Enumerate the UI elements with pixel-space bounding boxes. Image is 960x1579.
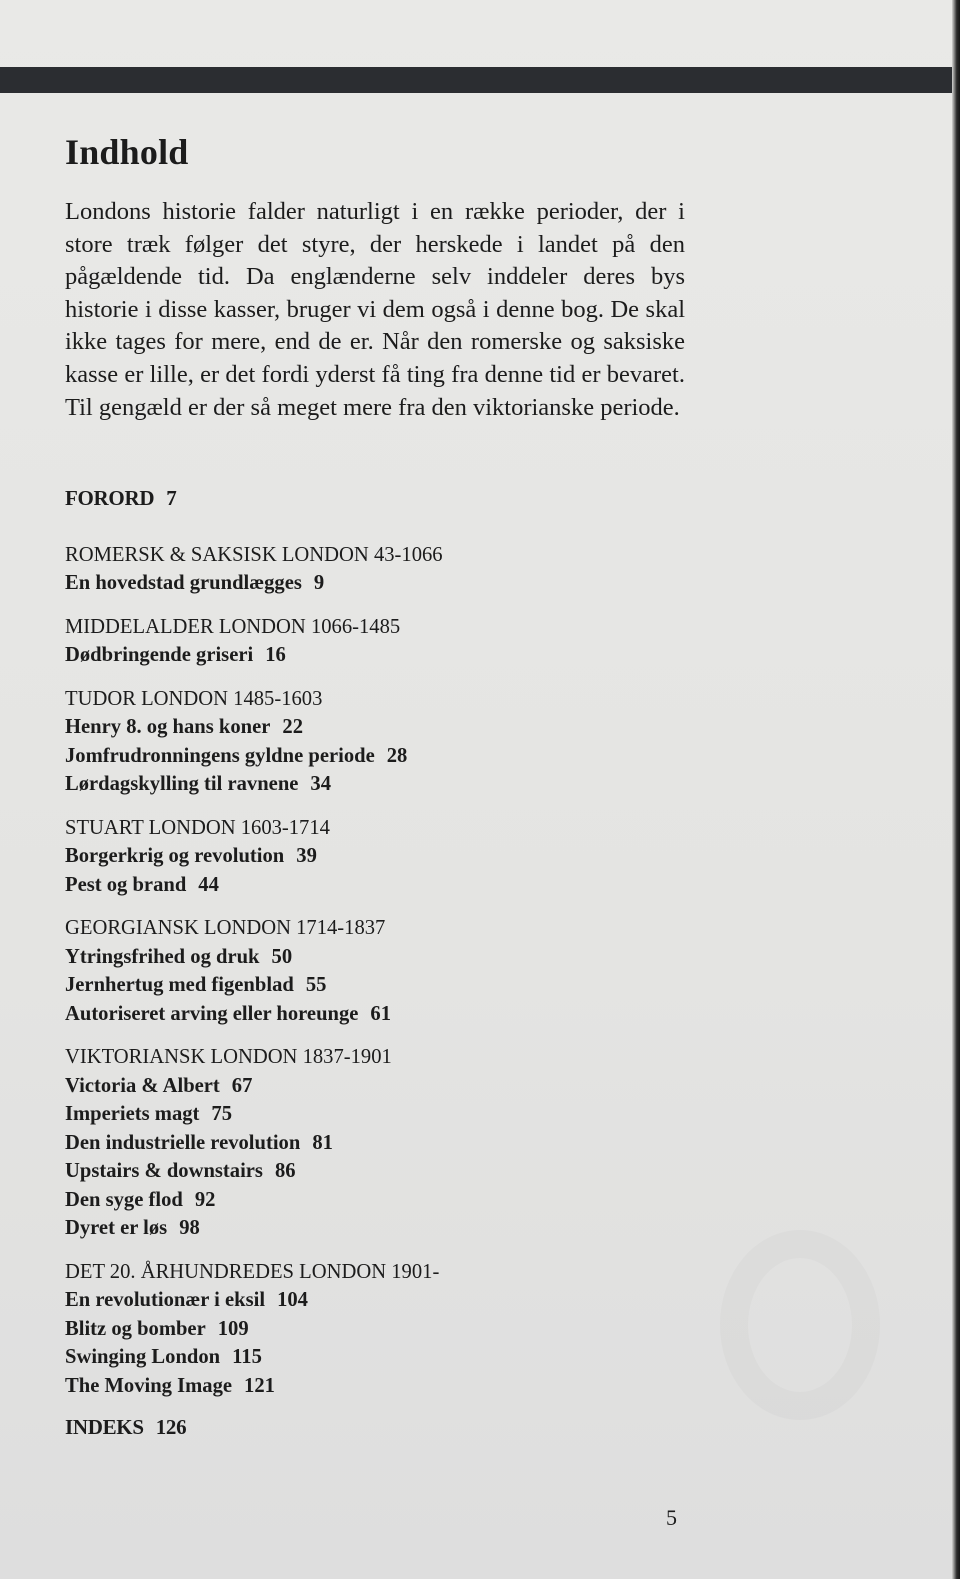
toc-entry-label: Den industrielle revolution [65, 1131, 301, 1154]
toc-entry [65, 770, 685, 799]
toc-entry [65, 1186, 685, 1215]
toc-entry-label: Autoriseret arving eller horeunge [65, 1002, 359, 1025]
toc-entry-label: Blitz og bomber [65, 1317, 206, 1340]
toc-entry [65, 1286, 685, 1315]
toc-entry-label: Imperiets magt [65, 1103, 200, 1125]
toc-entry-page: 22 [282, 716, 303, 738]
page-number: 5 [666, 1505, 677, 1530]
toc-entry-label: Dødbringende griseri [65, 644, 254, 666]
toc-entry-label: En revolutionær i eksil [65, 1289, 266, 1311]
toc-entry [65, 1100, 685, 1129]
toc-entry-label: Ytringsfrihed og druk [65, 945, 260, 968]
intro-paragraph: Londons historie falder naturligt i en række perioder, der i store træk følger det styre, der herskede i landet på den pågældende tid. Da englænderne selv inddeler deres bys historie i disse kasser, bruger vi dem også i denne bog. De skal ikke tages for mere, end de er. Når den romerske og saksiske kasse er lille, er det fordi yderst få ting fra denne tid er bevaret. Til gengæld er der så meget mere fra den viktorianske periode. [65, 198, 685, 421]
toc-entry [65, 971, 685, 1000]
toc-entry [65, 943, 685, 972]
toc-entry-page: 44 [198, 873, 219, 896]
toc-entry [65, 742, 685, 771]
toc-section-heading: TUDOR LONDON 1485-1603 [65, 687, 323, 710]
toc-entry-label: Victoria & Albert [65, 1074, 220, 1097]
toc-entry [65, 1372, 685, 1401]
toc-entry-page: 55 [305, 974, 327, 996]
toc-entry [65, 1315, 685, 1344]
toc-entry-label: Jernhertug med figenblad [65, 974, 294, 996]
toc-indeks-page: 126 [155, 1415, 187, 1439]
toc-section-heading: VIKTORIANSK LONDON 1837-1901 [65, 1046, 392, 1068]
page-edge [952, 0, 960, 1579]
toc-indeks [65, 1413, 685, 1443]
toc-entry-label: Henry 8. og hans koner [65, 716, 271, 738]
toc-entry-page: 34 [310, 773, 332, 795]
toc-section-heading: DET 20. ÅRHUNDREDES LONDON 1901- [65, 1260, 440, 1283]
toc-section-heading: GEORGIANSK LONDON 1714-1837 [65, 917, 386, 939]
toc-entry-page: 92 [194, 1188, 216, 1211]
toc-entry [65, 569, 685, 598]
toc-entry-page: 9 [313, 572, 325, 594]
toc-entry-label: Den syge flod [65, 1188, 183, 1211]
toc-forord [65, 484, 685, 514]
toc-section-heading: MIDDELALDER LONDON 1066-1485 [65, 615, 401, 638]
toc-entry-page: 121 [244, 1374, 275, 1397]
toc-entry-label: Upstairs & downstairs [65, 1160, 263, 1182]
toc-entry-page: 16 [265, 644, 286, 666]
header-bar [0, 67, 952, 93]
toc-section-heading: STUART LONDON 1603-1714 [65, 816, 330, 839]
toc-indeks-label: INDEKS [65, 1415, 144, 1439]
toc-forord-page: 7 [166, 486, 177, 510]
toc-entry [65, 713, 685, 742]
toc-entry-page: 39 [296, 845, 317, 867]
toc-entry-page: 104 [277, 1289, 308, 1311]
toc-entry-page: 98 [179, 1217, 200, 1239]
toc-entry-page: 86 [274, 1160, 296, 1182]
toc-entry-page: 50 [271, 945, 293, 968]
toc-entry-page: 109 [217, 1317, 249, 1340]
toc-entry [65, 1129, 685, 1158]
toc-entry [65, 1343, 685, 1372]
toc-entry-label: Dyret er løs [65, 1217, 168, 1239]
toc-entry-page: 28 [386, 744, 408, 767]
toc-entry-label: Lørdagskylling til ravnene [65, 773, 299, 795]
toc-entry-page: 61 [370, 1002, 392, 1025]
toc-section-heading: ROMERSK & SAKSISK LONDON 43-1066 [65, 543, 443, 566]
toc-entry [65, 1072, 685, 1101]
toc-entry-page: 67 [231, 1074, 253, 1097]
toc-entry-page: 75 [211, 1103, 232, 1125]
toc-entry-label: En hovedstad grundlægges [65, 572, 302, 594]
page-title: Indhold [65, 132, 189, 172]
show-through-mark [720, 1230, 880, 1420]
toc-entry-page: 115 [232, 1346, 262, 1368]
toc-entry [65, 641, 685, 670]
toc-entry-label: Swinging London [65, 1346, 221, 1368]
table-of-contents [65, 484, 685, 1443]
toc-entry-label: The Moving Image [65, 1374, 233, 1397]
toc-entry-label: Jomfrudronningens gyldne periode [65, 744, 375, 767]
toc-forord-label: FORORD [65, 486, 155, 510]
toc-entry [65, 842, 685, 871]
toc-entry [65, 1000, 685, 1029]
toc-entry [65, 1157, 685, 1186]
toc-entry [65, 1214, 685, 1243]
toc-entry [65, 871, 685, 900]
toc-entry-label: Borgerkrig og revolution [65, 845, 285, 867]
toc-entry-label: Pest og brand [65, 873, 187, 896]
toc-entry-page: 81 [312, 1131, 333, 1154]
